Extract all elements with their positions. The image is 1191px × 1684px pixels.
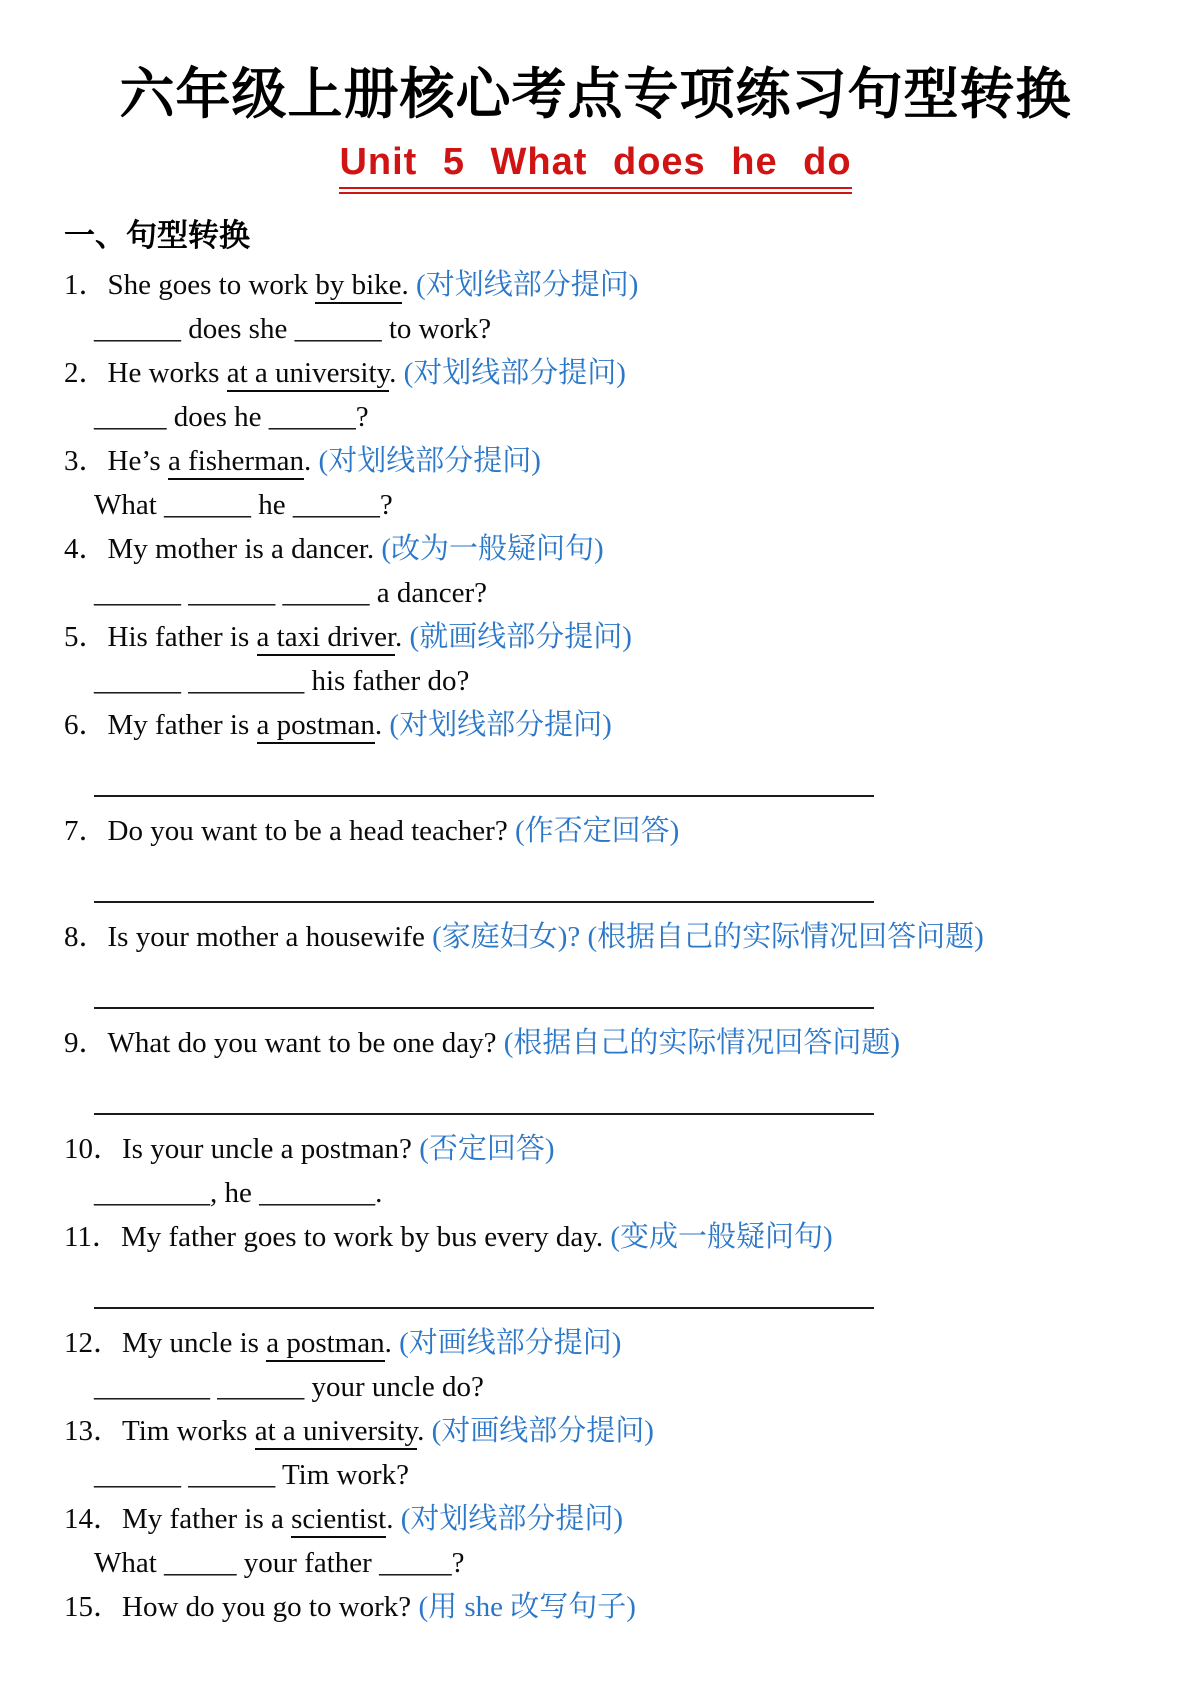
item-number: 13． (64, 1415, 123, 1447)
item-number: 1． (64, 269, 108, 301)
item-number: 4． (64, 533, 108, 565)
exercise-item (64, 527, 1151, 615)
question-text: He’s (107, 445, 168, 477)
question-line (64, 915, 1151, 959)
exercise-item (64, 915, 1151, 1009)
question-line (64, 1021, 1151, 1065)
underlined-phrase: scientist (291, 1503, 386, 1538)
answer-line: ______ does she ______ to work? (94, 313, 492, 345)
question-text: My father is (107, 709, 257, 741)
unit-subtitle-row (0, 141, 1191, 194)
exercise-item (64, 439, 1151, 527)
question-text: What do you want to be one day? (107, 1027, 504, 1059)
question-text: . (389, 357, 404, 389)
annotation-note: (对划线部分提问) (318, 445, 541, 477)
annotation-note: (对划线部分提问) (416, 269, 639, 301)
answer-rule (94, 1259, 874, 1309)
question-line (64, 439, 1151, 483)
answer-rule (94, 853, 874, 903)
question-text: My uncle is (122, 1327, 267, 1359)
annotation-note: (对划线部分提问) (389, 709, 612, 741)
underlined-phrase: a postman (266, 1327, 384, 1362)
exercise-item (64, 1021, 1151, 1115)
item-number: 6． (64, 709, 108, 741)
answer-rule (94, 1065, 874, 1115)
question-text: . (417, 1415, 432, 1447)
exercise-item (64, 1321, 1151, 1409)
question-line (64, 1585, 1151, 1629)
question-text: . (395, 621, 410, 653)
answer-line: ________ ______ your uncle do? (94, 1371, 484, 1403)
exercise-item (64, 1585, 1151, 1629)
section-heading: 一、句型转换 (64, 218, 250, 253)
item-number: 8． (64, 921, 108, 953)
annotation-note: (作否定回答) (514, 815, 680, 847)
item-number: 2． (64, 357, 108, 389)
answer-line: ______ ________ his father do? (94, 665, 470, 697)
page-title: 六年级上册核心考点专项练习句型转换 (119, 63, 1072, 125)
question-line (64, 1321, 1151, 1365)
exercise-item (64, 703, 1151, 797)
question-text: My father is a (122, 1503, 292, 1535)
answer-line: ______ ______ Tim work? (94, 1459, 410, 1491)
question-line (64, 1497, 1151, 1541)
question-text: . (384, 1327, 400, 1359)
exercise-item (64, 1127, 1151, 1215)
annotation-note: (对画线部分提问) (399, 1327, 622, 1359)
item-number: 3． (64, 445, 108, 477)
annotation-note: (变成一般疑问句) (610, 1221, 833, 1253)
unit-subtitle: Unit 5 What does he do (339, 141, 851, 194)
question-text: Is your uncle a postman? (122, 1133, 420, 1165)
answer-rule (94, 747, 874, 797)
annotation-note: (对划线部分提问) (403, 357, 626, 389)
underlined-phrase: by bike (315, 269, 401, 304)
exercise-list (64, 263, 1151, 1629)
underlined-phrase: a fisherman (168, 445, 304, 480)
item-number: 5． (64, 621, 108, 653)
question-line (64, 1127, 1151, 1171)
item-number: 12． (64, 1327, 123, 1359)
annotation-note: (根据自己的实际情况回答问题) (503, 1027, 901, 1059)
question-line (64, 615, 1151, 659)
item-number: 15． (64, 1591, 123, 1623)
annotation-note: (对划线部分提问) (400, 1503, 624, 1535)
underlined-phrase: at a university (255, 1415, 417, 1450)
question-text: Tim works (122, 1415, 255, 1447)
question-text: His father is (107, 621, 257, 653)
question-text: Do you want to be a head teacher? (107, 815, 515, 847)
item-number: 11． (64, 1221, 121, 1253)
question-line (64, 703, 1151, 747)
question-line (64, 1215, 1151, 1259)
question-text: . (386, 1503, 401, 1535)
underlined-phrase: a taxi driver (257, 621, 396, 656)
question-text: . (401, 269, 417, 301)
annotation-note: (改为一般疑问句) (381, 533, 604, 565)
question-text: My father goes to work by bus every day. (120, 1221, 611, 1253)
item-number: 7． (64, 815, 108, 847)
exercise-item (64, 263, 1151, 351)
question-text: She goes to work (107, 269, 316, 301)
underlined-phrase: at a university (227, 357, 389, 392)
exercise-item (64, 809, 1151, 903)
answer-line: _____ does he ______? (94, 401, 369, 433)
item-number: 10． (64, 1133, 123, 1165)
question-line (64, 809, 1151, 853)
question-line (64, 527, 1151, 571)
answer-rule (94, 959, 874, 1009)
answer-line: What _____ your father _____? (94, 1547, 465, 1579)
answer-line: ________, he ________. (94, 1177, 383, 1209)
exercise-item (64, 351, 1151, 439)
answer-line: What ______ he ______? (94, 489, 393, 521)
item-number: 9． (64, 1027, 108, 1059)
annotation-note: (否定回答) (419, 1133, 555, 1165)
question-text: He works (107, 357, 227, 389)
question-line (64, 263, 1151, 307)
exercise-item (64, 1497, 1151, 1585)
annotation-note: (就画线部分提问) (409, 621, 632, 653)
annotation-note: (用 she 改写句子) (418, 1591, 636, 1623)
exercise-item (64, 1215, 1151, 1309)
annotation-note: (对画线部分提问) (431, 1415, 654, 1447)
question-text: My mother is a dancer. (107, 533, 382, 565)
question-line (64, 351, 1151, 395)
question-text: . (304, 445, 319, 477)
question-text: . (374, 709, 390, 741)
question-text: Is your mother a housewife (107, 921, 433, 953)
underlined-phrase: a postman (257, 709, 375, 744)
exercise-item (64, 615, 1151, 703)
exercise-item (64, 1409, 1151, 1497)
question-line (64, 1409, 1151, 1453)
answer-line: ______ ______ ______ a dancer? (94, 577, 488, 609)
question-text: How do you go to work? (122, 1591, 419, 1623)
annotation-note: (家庭妇女)? (根据自己的实际情况回答问题) (432, 921, 984, 953)
item-number: 14． (64, 1503, 123, 1535)
